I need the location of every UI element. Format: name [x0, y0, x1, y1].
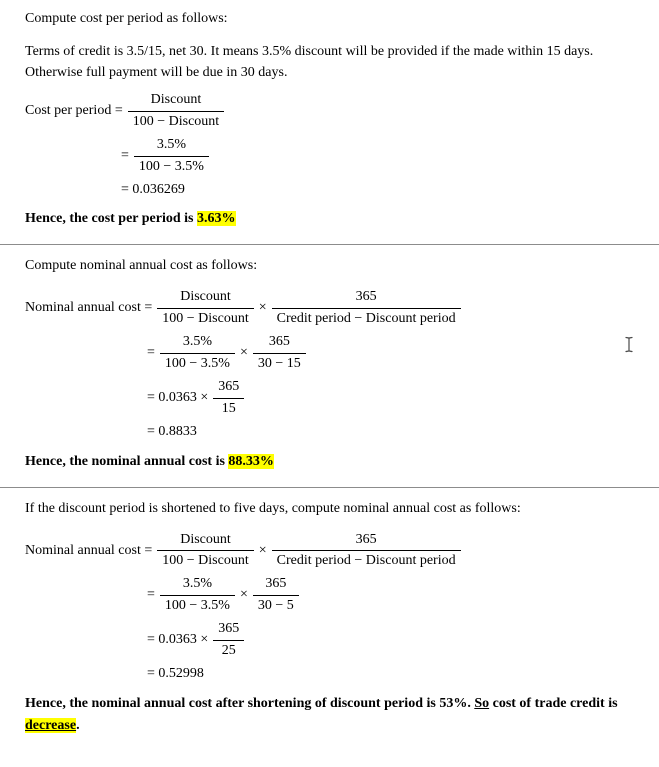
section-cost-per-period — [25, 10, 635, 230]
fraction-denominator: Credit period − Discount period — [276, 311, 456, 327]
fraction-numerator: 3.5% — [160, 575, 235, 596]
equation-row — [25, 180, 635, 200]
section-nominal-annual-cost — [25, 257, 635, 472]
conclusion-shortened-period — [25, 693, 635, 737]
section-divider — [0, 487, 659, 488]
equation-result: = 0.52998 — [147, 666, 204, 682]
equation-row — [25, 288, 635, 329]
equation-result: = 0.036269 — [121, 182, 185, 197]
fraction — [253, 333, 306, 374]
equation-lhs: Nominal annual cost = — [25, 542, 153, 558]
equation-equals: = — [147, 345, 155, 361]
section-shortened-discount-period — [25, 500, 635, 737]
fraction — [160, 575, 235, 616]
equation-row — [25, 575, 635, 616]
fraction-numerator: 3.5% — [160, 333, 235, 354]
fraction-denominator: 100 − 3.5% — [138, 158, 204, 174]
fraction-numerator: 365 — [213, 378, 244, 399]
fraction — [134, 136, 209, 177]
equation-equals: = — [147, 587, 155, 603]
fraction-denominator: 100 − Discount — [162, 311, 249, 327]
multiplication-sign: × — [258, 542, 267, 558]
equation-row — [25, 378, 635, 419]
fraction-denominator: 100 − Discount — [162, 553, 249, 569]
conclusion-text: cost of trade credit is — [489, 695, 618, 711]
fraction-denominator: 25 — [221, 643, 236, 659]
fraction-numerator: Discount — [157, 531, 253, 552]
conclusion-text: Hence, the nominal annual cost after shortening of discount period is 53%. — [25, 695, 475, 711]
section1-intro: Compute cost per period as follows: — [25, 11, 228, 26]
fraction — [213, 620, 244, 661]
fraction — [253, 575, 299, 616]
equation-equals: = 0.0363 × — [147, 632, 209, 648]
fraction-numerator: 365 — [253, 333, 306, 354]
fraction-denominator: 100 − 3.5% — [164, 598, 230, 614]
equation-result: = 0.8833 — [147, 424, 197, 440]
conclusion-text: . — [76, 717, 80, 733]
fraction — [272, 531, 461, 572]
fraction-denominator: 30 − 15 — [257, 356, 301, 372]
terms-of-credit-paragraph: Terms of credit is 3.5/15, net 30. It means 3.5% discount will be provided if the made within 15 days. Otherwise full payment will be due in 30 days. — [25, 43, 594, 80]
highlighted-answer: 3.63% — [197, 211, 236, 227]
fraction-numerator: 365 — [272, 531, 461, 552]
fraction — [157, 531, 253, 572]
conclusion-nominal-annual-cost — [25, 451, 635, 473]
equation-row — [25, 91, 635, 132]
fraction-numerator: 3.5% — [134, 136, 209, 157]
multiplication-sign: × — [239, 587, 248, 603]
conclusion-text: Hence, the nominal annual cost is — [25, 453, 229, 469]
fraction — [160, 333, 235, 374]
fraction-denominator: 15 — [221, 400, 236, 416]
section-divider — [0, 244, 659, 245]
fraction — [157, 288, 253, 329]
conclusion-text: Hence, the cost per period is — [25, 211, 197, 227]
fraction-numerator: 365 — [272, 288, 461, 309]
highlighted-answer: 88.33% — [228, 453, 274, 469]
equation-equals: = — [121, 147, 129, 163]
underlined-word: So — [474, 695, 490, 711]
highlighted-answer: decrease — [25, 717, 77, 733]
equation-row — [25, 531, 635, 572]
equation-row — [25, 136, 635, 177]
fraction-denominator: 100 − Discount — [132, 113, 220, 129]
fraction — [213, 378, 244, 419]
equation-row — [25, 620, 635, 661]
text-cursor — [624, 336, 634, 353]
equation-lhs: Cost per period = — [25, 102, 123, 118]
fraction — [128, 91, 224, 132]
section2-intro: Compute nominal annual cost as follows: — [25, 258, 258, 274]
i-beam-cursor-icon — [624, 336, 634, 353]
equation-row — [25, 665, 635, 685]
conclusion-cost-per-period — [25, 208, 635, 230]
equation-equals: = 0.0363 × — [147, 389, 209, 405]
multiplication-sign: × — [258, 300, 267, 316]
equation-row — [25, 423, 635, 443]
fraction-numerator: 365 — [253, 575, 299, 596]
fraction-numerator: Discount — [128, 91, 224, 112]
fraction-denominator: 100 − 3.5% — [164, 356, 230, 372]
fraction-denominator: Credit period − Discount period — [276, 553, 456, 569]
multiplication-sign: × — [239, 345, 248, 361]
equation-lhs: Nominal annual cost = — [25, 300, 153, 316]
fraction-numerator: 365 — [213, 620, 244, 641]
section3-intro: If the discount period is shortened to five days, compute nominal annual cost as follows: — [25, 500, 521, 516]
fraction — [272, 288, 461, 329]
fraction-denominator: 30 − 5 — [257, 598, 294, 614]
fraction-numerator: Discount — [157, 288, 253, 309]
equation-row — [25, 333, 635, 374]
